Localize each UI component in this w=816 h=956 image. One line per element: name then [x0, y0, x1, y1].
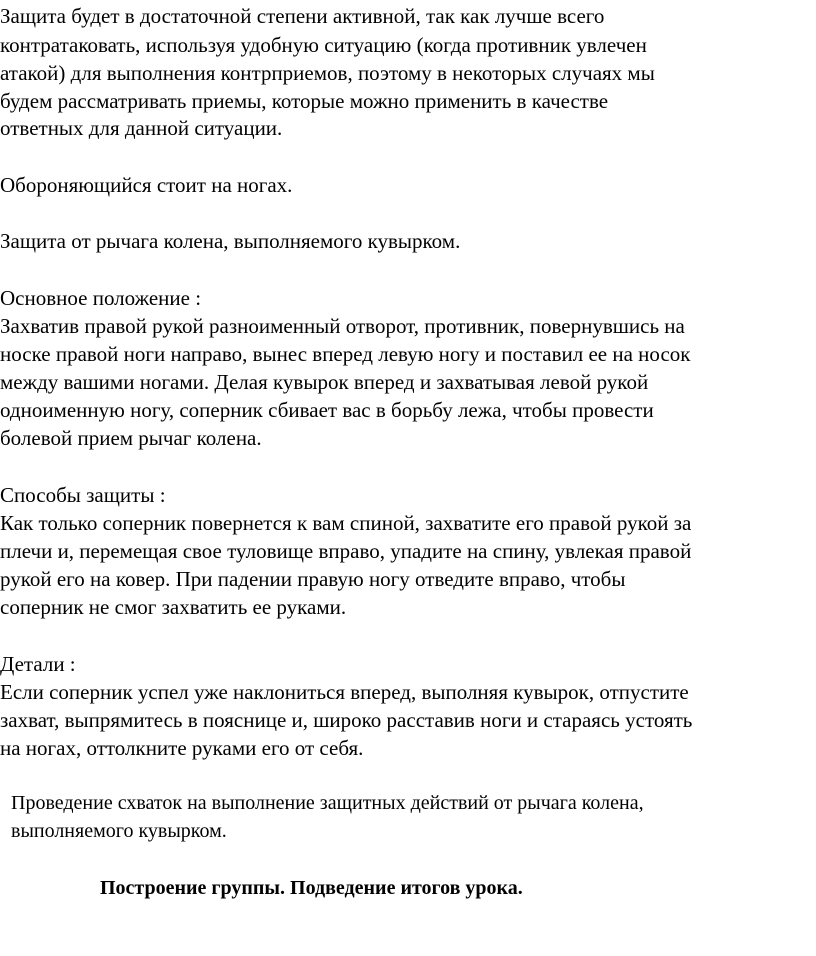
intro-line: атакой) для выполнения контрприемов, поэтому в некоторых случаях мы [0, 61, 655, 85]
defense-methods-line: рукой его на ковер. При падении правую ногу отведите вправо, чтобы [0, 567, 626, 591]
defense-methods-line: Как только соперник повернется к вам спиной, захватите его правой рукой за [0, 511, 692, 535]
basic-position-line: болевой прием рычаг колена. [0, 426, 262, 450]
drills-line: Проведение схваток на выполнение защитных действий от рычага колена, [11, 792, 644, 814]
topic-heading: Защита от рычага колена, выполняемого кувырком. [0, 229, 461, 253]
basic-position-line: Захватив правой рукой разноименный отворот, противник, повернувшись на [0, 314, 685, 338]
details-heading: Детали : [0, 652, 76, 676]
closing-heading: Построение группы. Подведение итогов урока. [100, 877, 523, 899]
intro-line: ответных для данной ситуации. [0, 116, 283, 140]
intro-line: будем рассматривать приемы, которые можно применить в качестве [0, 89, 609, 113]
details-line: захват, выпрямитесь в пояснице и, широко расставив ноги и стараясь устоять [0, 708, 693, 732]
defense-methods-line: плечи и, перемещая свое туловище вправо, упадите на спину, увлекая правой [0, 539, 692, 563]
intro-line: Защита будет в достаточной степени активной, так как лучше всего [0, 4, 605, 28]
basic-position-line: между вашими ногами. Делая кувырок вперед и захватывая левой рукой [0, 370, 649, 394]
details-line: Если соперник успел уже наклониться вперед, выполняя кувырок, отпустите [0, 680, 689, 704]
drills-line: выполняемого кувырком. [11, 820, 227, 842]
defender-standing-text: Обороняющийся стоит на ногах. [0, 173, 293, 197]
basic-position-line: одноименную ногу, соперник сбивает вас в борьбу лежа, чтобы провести [0, 398, 654, 422]
defense-methods-heading: Способы защиты : [0, 483, 166, 507]
basic-position-line: носке правой ноги направо, вынес вперед левую ногу и поставил ее на носок [0, 342, 691, 366]
details-line: на ногах, оттолкните руками его от себя. [0, 736, 364, 760]
basic-position-heading: Основное положение : [0, 286, 202, 310]
defense-methods-line: соперник не смог захватить ее руками. [0, 595, 347, 619]
intro-line: контратаковать, используя удобную ситуацию (когда противник увлечен [0, 33, 647, 57]
